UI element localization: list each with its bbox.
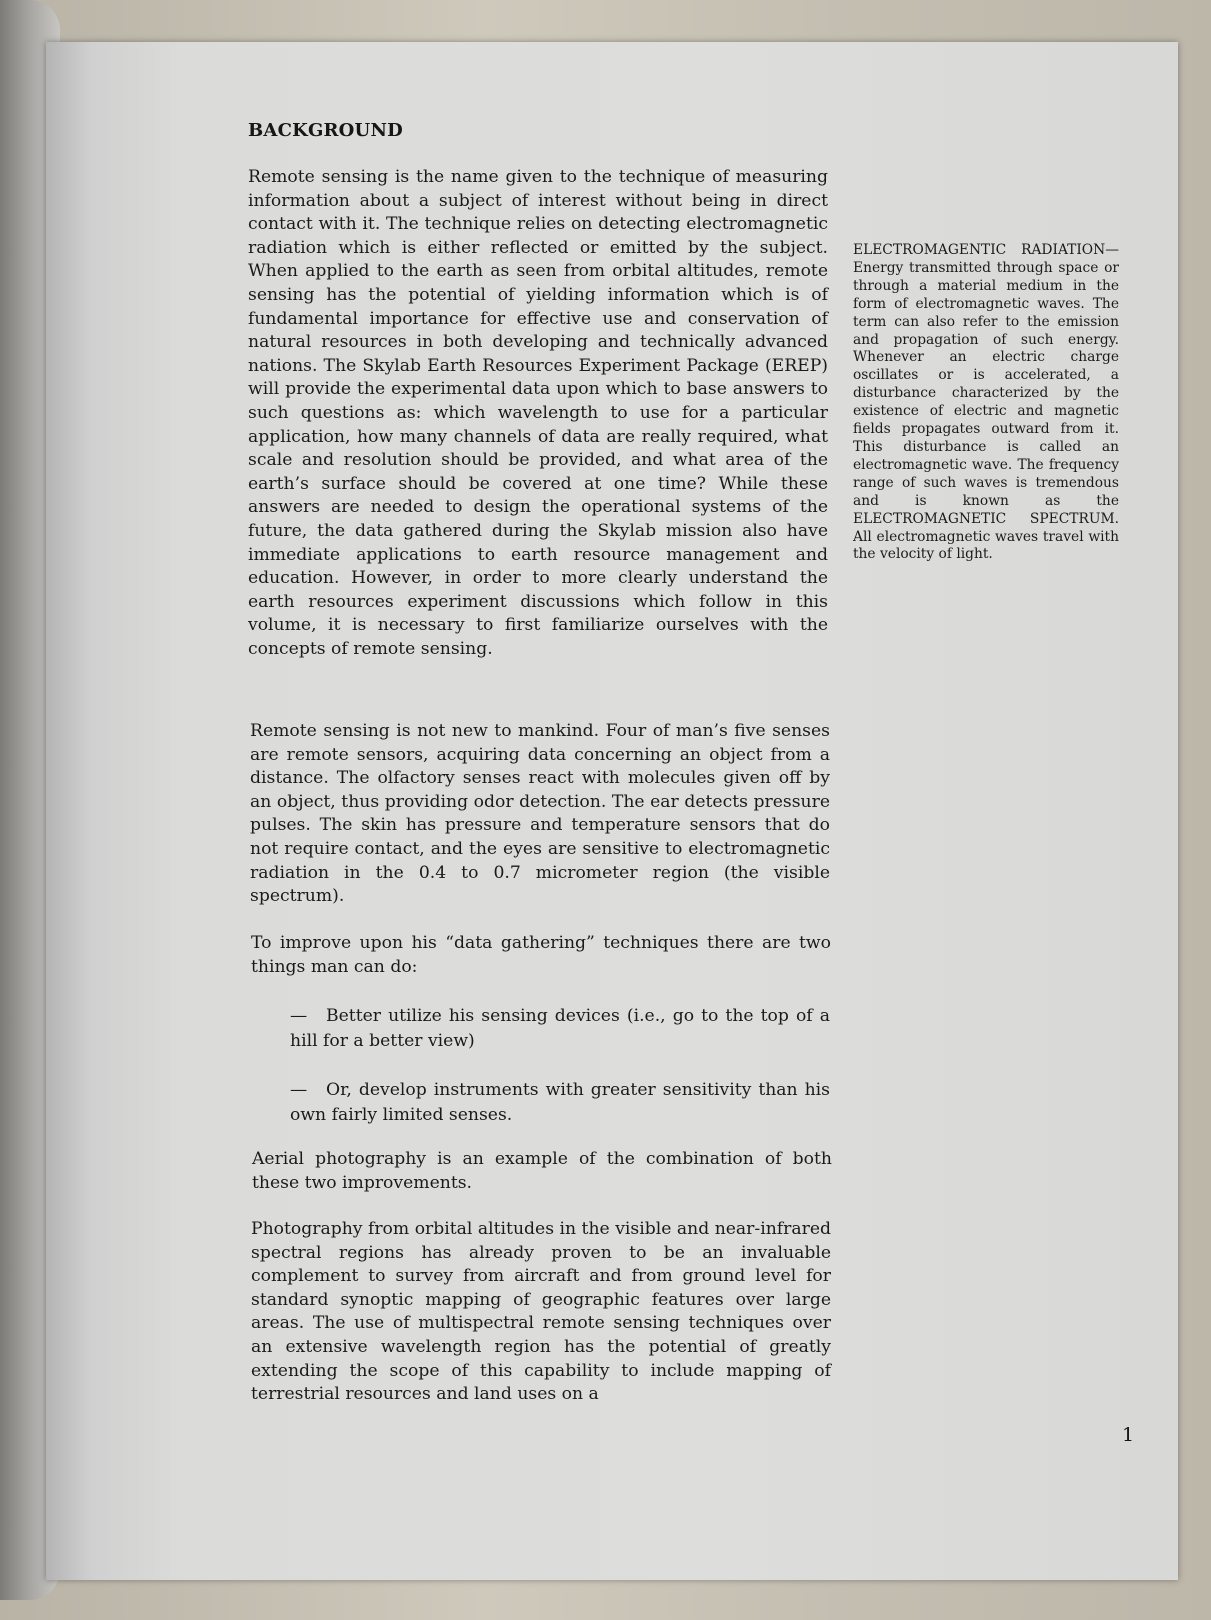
paragraph-aerial: Aerial photography is an example of the combination of both these two improvements. <box>252 1149 832 1193</box>
page-number: 1 <box>1122 1424 1135 1446</box>
section-heading: BACKGROUND <box>248 120 403 141</box>
margin-note-definition: ELECTROMAGENTIC RADIATION— Energy transmitted through space or through a material medium in the form of electromagnetic waves. The term can also refer to the emission and propagation of such energy. Whenever an electric charge oscillates or is accelerated, a disturbance characterized by the existence of electric and magnetic fields propagates outward from it. This disturbance is called an electromagnetic wave. The frequency range of such waves is tremendous and is known as the ELECTROMAGNETIC SPECTRUM. All electromagnetic waves travel with the velocity of light. <box>853 242 1119 563</box>
paragraph-orbital: Photography from orbital altitudes in the visible and near-infrared spectral regions has already proven to be an invaluable complement to survey from aircraft and from ground level for standard synoptic mapping of geographic features over large areas. The use of multispectral remote sensing techniques over an extensive wavelength region has the potential of greatly extending the scope of this capability to include mapping of terrestrial resources and land uses on a <box>251 1219 831 1405</box>
bullet-item <box>290 1078 830 1128</box>
bullet-dash: — <box>290 1006 308 1026</box>
bullet-text: Or, develop instruments with greater sensitivity than his own fairly limited senses. <box>290 1080 830 1125</box>
bullet-text: Better utilize his sensing devices (i.e., go to the top of a hill for a better view) <box>290 1006 830 1051</box>
bullet-dash: — <box>290 1080 308 1100</box>
paragraph-intro: Remote sensing is the name given to the technique of measuring information about a subject of interest without being in direct contact with it. The technique relies on detecting electromagnetic radiation which is either reflected or emitted by the subject. When applied to the earth as seen from orbital altitudes, remote sensing has the potential of yielding information which is of fundamental importance for effective use and conservation of natural resources in both developing and technically advanced nations. The Skylab Earth Resources Experiment Package (EREP) will provide the experimental data upon which to base answers to such questions as: which wavelength to use for a particular application, how many channels of data are really required, what scale and resolution should be provided, and what area of the earth’s surface should be covered at one time? While these answers are needed to design the operational systems of the future, the data gathered during the Skylab mission also have immediate applications to earth resource management and education. However, in order to more clearly understand the earth resources experiment discussions which follow in this volume, it is necessary to first familiarize ourselves with the concepts of remote sensing. <box>248 167 828 659</box>
bullet-item <box>290 1004 830 1054</box>
paragraph-senses: Remote sensing is not new to mankind. Four of man’s five senses are remote sensors, acquiring data concerning an object from a distance. The olfactory senses react with molecules given off by an object, thus providing odor detection. The ear detects pressure pulses. The skin has pressure and temperature sensors that do not require contact, and the eyes are sensitive to electromagnetic radiation in the 0.4 to 0.7 micrometer region (the visible spectrum). <box>250 721 830 907</box>
paragraph-improve: To improve upon his “data gathering” techniques there are two things man can do: <box>251 933 831 977</box>
